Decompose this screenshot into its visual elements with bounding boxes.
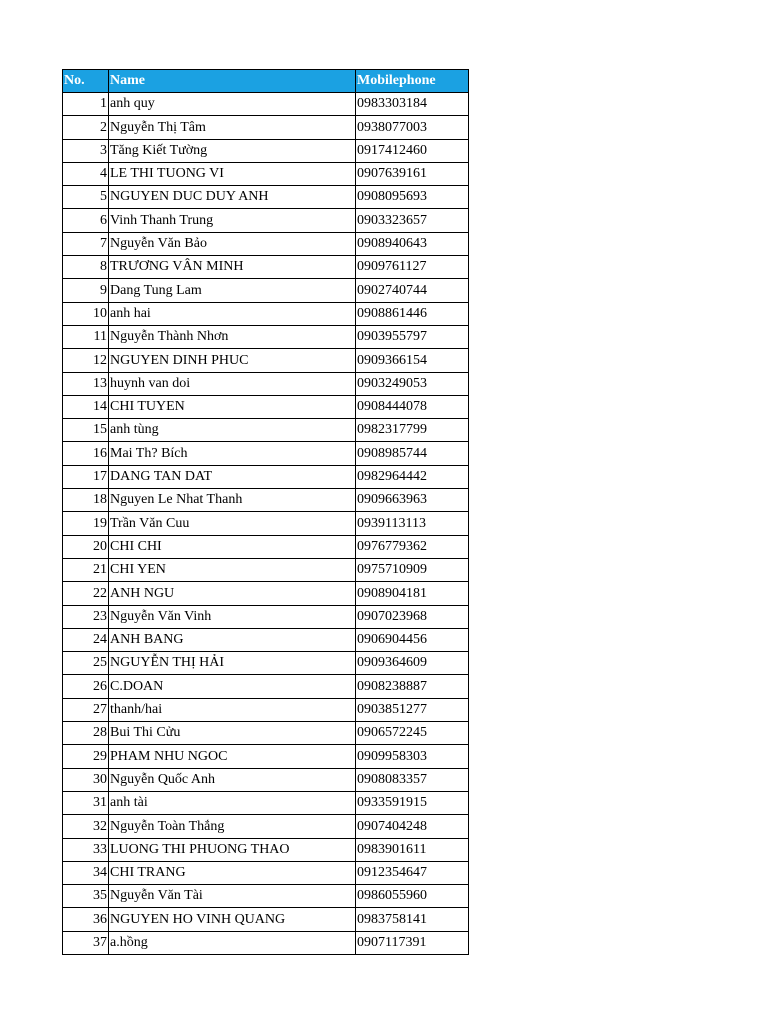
- name-cell: anh hai: [109, 302, 356, 325]
- name-cell: Nguyễn Toàn Thắng: [109, 815, 356, 838]
- table-row: [63, 186, 469, 209]
- row-number-cell: 11: [63, 325, 109, 348]
- row-number-cell: 21: [63, 558, 109, 581]
- table-row: [63, 768, 469, 791]
- mobilephone-cell: 0938077003: [356, 116, 469, 139]
- table-row: [63, 885, 469, 908]
- mobilephone-cell: 0907639161: [356, 162, 469, 185]
- table-row: [63, 628, 469, 651]
- mobilephone-cell: 0909663963: [356, 489, 469, 512]
- mobilephone-cell: 0983901611: [356, 838, 469, 861]
- mobilephone-cell: 0982964442: [356, 465, 469, 488]
- header-mobilephone: Mobilephone: [356, 70, 469, 93]
- name-cell: CHI TRANG: [109, 861, 356, 884]
- name-cell: LUONG THI PHUONG THAO: [109, 838, 356, 861]
- row-number-cell: 31: [63, 791, 109, 814]
- table-row: [63, 442, 469, 465]
- mobilephone-cell: 0908985744: [356, 442, 469, 465]
- name-cell: Tăng Kiết Tường: [109, 139, 356, 162]
- table-row: [63, 861, 469, 884]
- name-cell: CHI YEN: [109, 558, 356, 581]
- mobilephone-cell: 0903323657: [356, 209, 469, 232]
- row-number-cell: 32: [63, 815, 109, 838]
- header-row: [63, 70, 469, 93]
- name-cell: NGUYỄN THỊ HẢI: [109, 652, 356, 675]
- row-number-cell: 19: [63, 512, 109, 535]
- name-cell: Nguyễn Văn Tài: [109, 885, 356, 908]
- row-number-cell: 4: [63, 162, 109, 185]
- row-number-cell: 33: [63, 838, 109, 861]
- table-row: [63, 582, 469, 605]
- mobilephone-cell: 0933591915: [356, 791, 469, 814]
- table-row: [63, 535, 469, 558]
- name-cell: Nguyen Le Nhat Thanh: [109, 489, 356, 512]
- mobilephone-cell: 0908904181: [356, 582, 469, 605]
- mobilephone-cell: 0912354647: [356, 861, 469, 884]
- table-row: [63, 256, 469, 279]
- mobilephone-cell: 0917412460: [356, 139, 469, 162]
- row-number-cell: 8: [63, 256, 109, 279]
- row-number-cell: 22: [63, 582, 109, 605]
- row-number-cell: 25: [63, 652, 109, 675]
- row-number-cell: 30: [63, 768, 109, 791]
- name-cell: NGUYEN DINH PHUC: [109, 349, 356, 372]
- table-row: [63, 745, 469, 768]
- table-row: [63, 93, 469, 116]
- name-cell: Nguyễn Thị Tâm: [109, 116, 356, 139]
- name-cell: CHI TUYEN: [109, 395, 356, 418]
- table-row: [63, 139, 469, 162]
- table-row: [63, 489, 469, 512]
- row-number-cell: 29: [63, 745, 109, 768]
- row-number-cell: 35: [63, 885, 109, 908]
- row-number-cell: 14: [63, 395, 109, 418]
- name-cell: a.hồng: [109, 931, 356, 954]
- table-row: [63, 116, 469, 139]
- mobilephone-cell: 0939113113: [356, 512, 469, 535]
- table-row: [63, 815, 469, 838]
- mobilephone-cell: 0906904456: [356, 628, 469, 651]
- mobilephone-cell: 0982317799: [356, 419, 469, 442]
- mobilephone-cell: 0909958303: [356, 745, 469, 768]
- table-row: [63, 162, 469, 185]
- row-number-cell: 17: [63, 465, 109, 488]
- row-number-cell: 15: [63, 419, 109, 442]
- mobilephone-cell: 0903851277: [356, 698, 469, 721]
- row-number-cell: 7: [63, 232, 109, 255]
- row-number-cell: 3: [63, 139, 109, 162]
- name-cell: thanh/hai: [109, 698, 356, 721]
- table-row: [63, 605, 469, 628]
- mobilephone-cell: 0975710909: [356, 558, 469, 581]
- header-no: No.: [63, 70, 109, 93]
- row-number-cell: 5: [63, 186, 109, 209]
- contacts-table: [62, 69, 469, 955]
- row-number-cell: 18: [63, 489, 109, 512]
- table-row: [63, 279, 469, 302]
- mobilephone-cell: 0983303184: [356, 93, 469, 116]
- name-cell: DANG TAN DAT: [109, 465, 356, 488]
- name-cell: Bui Thi Cửu: [109, 722, 356, 745]
- row-number-cell: 1: [63, 93, 109, 116]
- mobilephone-cell: 0907117391: [356, 931, 469, 954]
- table-row: [63, 232, 469, 255]
- row-number-cell: 6: [63, 209, 109, 232]
- row-number-cell: 10: [63, 302, 109, 325]
- mobilephone-cell: 0908238887: [356, 675, 469, 698]
- header-name: Name: [109, 70, 356, 93]
- mobilephone-cell: 0908083357: [356, 768, 469, 791]
- row-number-cell: 23: [63, 605, 109, 628]
- row-number-cell: 37: [63, 931, 109, 954]
- name-cell: ANH NGU: [109, 582, 356, 605]
- mobilephone-cell: 0909366154: [356, 349, 469, 372]
- mobilephone-cell: 0908095693: [356, 186, 469, 209]
- table-row: [63, 675, 469, 698]
- table-row: [63, 838, 469, 861]
- table-row: [63, 349, 469, 372]
- name-cell: anh tài: [109, 791, 356, 814]
- table-row: [63, 558, 469, 581]
- mobilephone-cell: 0906572245: [356, 722, 469, 745]
- mobilephone-cell: 0986055960: [356, 885, 469, 908]
- mobilephone-cell: 0908444078: [356, 395, 469, 418]
- row-number-cell: 20: [63, 535, 109, 558]
- name-cell: Nguyễn Thành Nhơn: [109, 325, 356, 348]
- mobilephone-cell: 0909761127: [356, 256, 469, 279]
- table-header: [63, 70, 469, 93]
- mobilephone-cell: 0907404248: [356, 815, 469, 838]
- name-cell: huynh van doi: [109, 372, 356, 395]
- row-number-cell: 12: [63, 349, 109, 372]
- name-cell: Trần Văn Cuu: [109, 512, 356, 535]
- row-number-cell: 26: [63, 675, 109, 698]
- name-cell: LE THI TUONG VI: [109, 162, 356, 185]
- name-cell: anh tùng: [109, 419, 356, 442]
- table-row: [63, 372, 469, 395]
- name-cell: Mai Th? Bích: [109, 442, 356, 465]
- mobilephone-cell: 0903955797: [356, 325, 469, 348]
- table-row: [63, 209, 469, 232]
- name-cell: ANH BANG: [109, 628, 356, 651]
- row-number-cell: 9: [63, 279, 109, 302]
- row-number-cell: 28: [63, 722, 109, 745]
- mobilephone-cell: 0907023968: [356, 605, 469, 628]
- name-cell: anh quy: [109, 93, 356, 116]
- row-number-cell: 2: [63, 116, 109, 139]
- name-cell: Nguyễn Văn Vinh: [109, 605, 356, 628]
- row-number-cell: 13: [63, 372, 109, 395]
- row-number-cell: 16: [63, 442, 109, 465]
- table-row: [63, 302, 469, 325]
- name-cell: Vinh Thanh Trung: [109, 209, 356, 232]
- name-cell: NGUYEN DUC DUY ANH: [109, 186, 356, 209]
- table-row: [63, 652, 469, 675]
- table-row: [63, 395, 469, 418]
- mobilephone-cell: 0976779362: [356, 535, 469, 558]
- name-cell: Dang Tung Lam: [109, 279, 356, 302]
- name-cell: CHI CHI: [109, 535, 356, 558]
- name-cell: PHAM NHU NGOC: [109, 745, 356, 768]
- row-number-cell: 34: [63, 861, 109, 884]
- mobilephone-cell: 0909364609: [356, 652, 469, 675]
- table-row: [63, 419, 469, 442]
- table-row: [63, 931, 469, 954]
- row-number-cell: 24: [63, 628, 109, 651]
- table-row: [63, 698, 469, 721]
- mobilephone-cell: 0903249053: [356, 372, 469, 395]
- table-row: [63, 465, 469, 488]
- name-cell: Nguyễn Văn Bảo: [109, 232, 356, 255]
- row-number-cell: 27: [63, 698, 109, 721]
- table-body: [63, 93, 469, 955]
- table-row: [63, 512, 469, 535]
- table-row: [63, 791, 469, 814]
- table-row: [63, 908, 469, 931]
- table-row: [63, 722, 469, 745]
- row-number-cell: 36: [63, 908, 109, 931]
- mobilephone-cell: 0983758141: [356, 908, 469, 931]
- table-row: [63, 325, 469, 348]
- name-cell: TRƯƠNG VÂN MINH: [109, 256, 356, 279]
- name-cell: Nguyễn Quốc Anh: [109, 768, 356, 791]
- name-cell: C.DOAN: [109, 675, 356, 698]
- name-cell: NGUYEN HO VINH QUANG: [109, 908, 356, 931]
- mobilephone-cell: 0908861446: [356, 302, 469, 325]
- mobilephone-cell: 0902740744: [356, 279, 469, 302]
- mobilephone-cell: 0908940643: [356, 232, 469, 255]
